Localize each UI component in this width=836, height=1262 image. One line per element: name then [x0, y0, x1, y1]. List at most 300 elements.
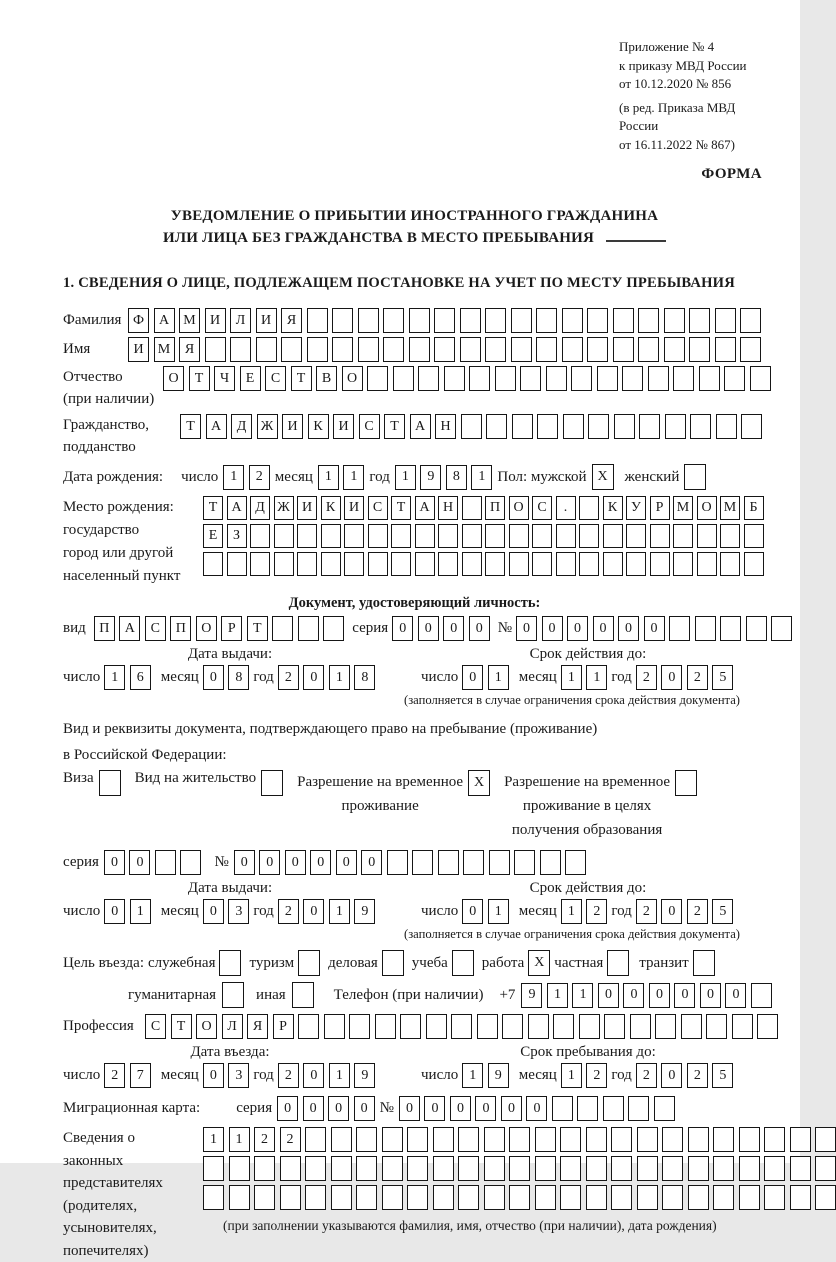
char-cell[interactable]: [740, 337, 761, 362]
char-cell[interactable]: [382, 1156, 403, 1181]
char-cell[interactable]: С: [368, 496, 388, 520]
char-cell[interactable]: [751, 983, 772, 1008]
char-cell[interactable]: [256, 337, 277, 362]
char-cell[interactable]: [514, 850, 535, 875]
char-cell[interactable]: 0: [593, 616, 614, 641]
char-cell[interactable]: 0: [285, 850, 306, 875]
char-cell[interactable]: [673, 524, 693, 548]
char-cell[interactable]: [274, 552, 294, 576]
char-cell[interactable]: [477, 1014, 498, 1039]
char-cell[interactable]: О: [196, 1014, 217, 1039]
char-cell[interactable]: Я: [247, 1014, 268, 1039]
char-cell[interactable]: [458, 1185, 479, 1210]
char-cell[interactable]: [520, 366, 541, 391]
char-cell[interactable]: [697, 524, 717, 548]
char-cell[interactable]: [532, 524, 552, 548]
char-cell[interactable]: [675, 770, 697, 796]
char-cell[interactable]: [509, 552, 529, 576]
char-cell[interactable]: С: [145, 1014, 166, 1039]
char-cell[interactable]: [412, 850, 433, 875]
char-cell[interactable]: 2: [254, 1127, 275, 1152]
char-cell[interactable]: [462, 496, 482, 520]
char-cell[interactable]: [382, 1185, 403, 1210]
char-cell[interactable]: 3: [228, 1063, 249, 1088]
char-cell[interactable]: А: [119, 616, 140, 641]
char-cell[interactable]: [597, 366, 618, 391]
char-cell[interactable]: 2: [278, 899, 299, 924]
char-cell[interactable]: С: [145, 616, 166, 641]
char-cell[interactable]: [579, 1014, 600, 1039]
char-cell[interactable]: [746, 616, 767, 641]
char-cell[interactable]: П: [485, 496, 505, 520]
char-cell[interactable]: 0: [674, 983, 695, 1008]
char-cell[interactable]: 1: [130, 899, 151, 924]
char-cell[interactable]: [669, 616, 690, 641]
char-cell[interactable]: 2: [278, 665, 299, 690]
char-cell[interactable]: Т: [247, 616, 268, 641]
char-cell[interactable]: В: [316, 366, 337, 391]
char-cell[interactable]: [655, 1014, 676, 1039]
char-cell[interactable]: [689, 337, 710, 362]
char-cell[interactable]: [451, 1014, 472, 1039]
char-cell[interactable]: 2: [636, 1063, 657, 1088]
char-cell[interactable]: [452, 950, 474, 976]
char-cell[interactable]: [484, 1156, 505, 1181]
char-cell[interactable]: [673, 366, 694, 391]
char-cell[interactable]: 7: [130, 1063, 151, 1088]
char-cell[interactable]: [407, 1156, 428, 1181]
char-cell[interactable]: [603, 524, 623, 548]
char-cell[interactable]: [356, 1127, 377, 1152]
char-cell[interactable]: [764, 1185, 785, 1210]
char-cell[interactable]: 0: [336, 850, 357, 875]
char-cell[interactable]: П: [94, 616, 115, 641]
char-cell[interactable]: А: [154, 308, 175, 333]
char-cell[interactable]: О: [163, 366, 184, 391]
char-cell[interactable]: 2: [586, 899, 607, 924]
char-cell[interactable]: 9: [521, 983, 542, 1008]
char-cell[interactable]: .: [556, 496, 576, 520]
char-cell[interactable]: М: [673, 496, 693, 520]
char-cell[interactable]: 0: [129, 850, 150, 875]
char-cell[interactable]: [536, 337, 557, 362]
char-cell[interactable]: [485, 552, 505, 576]
char-cell[interactable]: [495, 366, 516, 391]
char-cell[interactable]: [565, 850, 586, 875]
char-cell[interactable]: 9: [354, 899, 375, 924]
char-cell[interactable]: [321, 524, 341, 548]
char-cell[interactable]: [587, 337, 608, 362]
char-cell[interactable]: [562, 308, 583, 333]
char-cell[interactable]: [356, 1156, 377, 1181]
char-cell[interactable]: 1: [203, 1127, 224, 1152]
char-cell[interactable]: [489, 850, 510, 875]
char-cell[interactable]: 1: [223, 465, 244, 490]
char-cell[interactable]: Н: [438, 496, 458, 520]
char-cell[interactable]: [560, 1127, 581, 1152]
char-cell[interactable]: К: [321, 496, 341, 520]
char-cell[interactable]: [637, 1127, 658, 1152]
char-cell[interactable]: [604, 1014, 625, 1039]
char-cell[interactable]: [673, 552, 693, 576]
char-cell[interactable]: [715, 308, 736, 333]
char-cell[interactable]: 1: [329, 899, 350, 924]
char-cell[interactable]: 1: [488, 665, 509, 690]
char-cell[interactable]: [628, 1096, 649, 1121]
char-cell[interactable]: 0: [361, 850, 382, 875]
char-cell[interactable]: [664, 337, 685, 362]
char-cell[interactable]: З: [227, 524, 247, 548]
char-cell[interactable]: [535, 1156, 556, 1181]
char-cell[interactable]: [261, 770, 283, 796]
char-cell[interactable]: [744, 524, 764, 548]
char-cell[interactable]: Т: [391, 496, 411, 520]
char-cell[interactable]: 2: [280, 1127, 301, 1152]
char-cell[interactable]: Я: [281, 308, 302, 333]
char-cell[interactable]: [614, 414, 635, 439]
char-cell[interactable]: 0: [644, 616, 665, 641]
char-cell[interactable]: [695, 616, 716, 641]
char-cell[interactable]: [613, 337, 634, 362]
char-cell[interactable]: [626, 552, 646, 576]
char-cell[interactable]: [298, 1014, 319, 1039]
char-cell[interactable]: [613, 308, 634, 333]
char-cell[interactable]: [418, 366, 439, 391]
char-cell[interactable]: 0: [501, 1096, 522, 1121]
char-cell[interactable]: 0: [303, 899, 324, 924]
char-cell[interactable]: [697, 552, 717, 576]
char-cell[interactable]: [588, 414, 609, 439]
char-cell[interactable]: 0: [354, 1096, 375, 1121]
char-cell[interactable]: [99, 770, 121, 796]
char-cell[interactable]: 0: [462, 665, 483, 690]
char-cell[interactable]: 1: [229, 1127, 250, 1152]
char-cell[interactable]: [486, 414, 507, 439]
char-cell[interactable]: [560, 1185, 581, 1210]
char-cell[interactable]: [577, 1096, 598, 1121]
char-cell[interactable]: [739, 1185, 760, 1210]
char-cell[interactable]: [741, 414, 762, 439]
char-cell[interactable]: 0: [104, 850, 125, 875]
char-cell[interactable]: X: [468, 770, 490, 796]
char-cell[interactable]: 1: [104, 665, 125, 690]
char-cell[interactable]: [383, 337, 404, 362]
char-cell[interactable]: [528, 1014, 549, 1039]
char-cell[interactable]: [332, 337, 353, 362]
char-cell[interactable]: Е: [240, 366, 261, 391]
char-cell[interactable]: 0: [392, 616, 413, 641]
char-cell[interactable]: [744, 552, 764, 576]
char-cell[interactable]: 0: [700, 983, 721, 1008]
char-cell[interactable]: 9: [420, 465, 441, 490]
char-cell[interactable]: [205, 337, 226, 362]
char-cell[interactable]: [323, 616, 344, 641]
char-cell[interactable]: И: [344, 496, 364, 520]
char-cell[interactable]: И: [282, 414, 303, 439]
char-cell[interactable]: [458, 1156, 479, 1181]
char-cell[interactable]: 8: [354, 665, 375, 690]
char-cell[interactable]: [556, 552, 576, 576]
char-cell[interactable]: Т: [189, 366, 210, 391]
char-cell[interactable]: [509, 1127, 530, 1152]
char-cell[interactable]: [485, 337, 506, 362]
char-cell[interactable]: [511, 337, 532, 362]
char-cell[interactable]: [693, 950, 715, 976]
char-cell[interactable]: [485, 308, 506, 333]
char-cell[interactable]: [391, 524, 411, 548]
char-cell[interactable]: [650, 524, 670, 548]
char-cell[interactable]: [713, 1156, 734, 1181]
char-cell[interactable]: [662, 1127, 683, 1152]
char-cell[interactable]: Р: [650, 496, 670, 520]
char-cell[interactable]: 1: [395, 465, 416, 490]
char-cell[interactable]: Т: [384, 414, 405, 439]
char-cell[interactable]: 2: [636, 665, 657, 690]
char-cell[interactable]: [407, 1185, 428, 1210]
char-cell[interactable]: [254, 1156, 275, 1181]
char-cell[interactable]: X: [592, 464, 614, 490]
char-cell[interactable]: 0: [475, 1096, 496, 1121]
char-cell[interactable]: Ж: [274, 496, 294, 520]
char-cell[interactable]: [368, 524, 388, 548]
char-cell[interactable]: 0: [450, 1096, 471, 1121]
char-cell[interactable]: [358, 337, 379, 362]
char-cell[interactable]: [637, 1185, 658, 1210]
char-cell[interactable]: [367, 366, 388, 391]
char-cell[interactable]: [155, 850, 176, 875]
char-cell[interactable]: [715, 337, 736, 362]
char-cell[interactable]: [280, 1156, 301, 1181]
char-cell[interactable]: А: [206, 414, 227, 439]
char-cell[interactable]: [706, 1014, 727, 1039]
char-cell[interactable]: [764, 1156, 785, 1181]
char-cell[interactable]: [462, 524, 482, 548]
char-cell[interactable]: 0: [303, 1096, 324, 1121]
char-cell[interactable]: [586, 1127, 607, 1152]
char-cell[interactable]: [297, 524, 317, 548]
char-cell[interactable]: [607, 950, 629, 976]
char-cell[interactable]: [463, 850, 484, 875]
char-cell[interactable]: [469, 366, 490, 391]
char-cell[interactable]: [688, 1127, 709, 1152]
char-cell[interactable]: Д: [250, 496, 270, 520]
char-cell[interactable]: И: [297, 496, 317, 520]
char-cell[interactable]: [229, 1156, 250, 1181]
char-cell[interactable]: Ж: [257, 414, 278, 439]
char-cell[interactable]: 0: [618, 616, 639, 641]
char-cell[interactable]: 0: [469, 616, 490, 641]
char-cell[interactable]: [324, 1014, 345, 1039]
char-cell[interactable]: [509, 1156, 530, 1181]
char-cell[interactable]: [433, 1127, 454, 1152]
char-cell[interactable]: 0: [725, 983, 746, 1008]
char-cell[interactable]: [771, 616, 792, 641]
char-cell[interactable]: [637, 1156, 658, 1181]
char-cell[interactable]: [305, 1185, 326, 1210]
char-cell[interactable]: [757, 1014, 778, 1039]
char-cell[interactable]: 1: [471, 465, 492, 490]
char-cell[interactable]: Р: [221, 616, 242, 641]
char-cell[interactable]: [180, 850, 201, 875]
char-cell[interactable]: М: [154, 337, 175, 362]
char-cell[interactable]: 0: [277, 1096, 298, 1121]
char-cell[interactable]: 2: [687, 899, 708, 924]
char-cell[interactable]: [250, 552, 270, 576]
char-cell[interactable]: К: [603, 496, 623, 520]
char-cell[interactable]: 9: [488, 1063, 509, 1088]
char-cell[interactable]: [562, 337, 583, 362]
char-cell[interactable]: [537, 414, 558, 439]
char-cell[interactable]: [560, 1156, 581, 1181]
char-cell[interactable]: [546, 366, 567, 391]
char-cell[interactable]: [331, 1127, 352, 1152]
char-cell[interactable]: 1: [586, 665, 607, 690]
char-cell[interactable]: 0: [424, 1096, 445, 1121]
char-cell[interactable]: [699, 366, 720, 391]
char-cell[interactable]: 0: [203, 899, 224, 924]
char-cell[interactable]: [790, 1185, 811, 1210]
char-cell[interactable]: [438, 524, 458, 548]
char-cell[interactable]: [720, 552, 740, 576]
char-cell[interactable]: [662, 1156, 683, 1181]
char-cell[interactable]: 0: [303, 1063, 324, 1088]
char-cell[interactable]: [764, 1127, 785, 1152]
char-cell[interactable]: [579, 552, 599, 576]
char-cell[interactable]: [292, 982, 314, 1008]
char-cell[interactable]: 2: [249, 465, 270, 490]
char-cell[interactable]: Р: [273, 1014, 294, 1039]
char-cell[interactable]: 0: [443, 616, 464, 641]
char-cell[interactable]: К: [308, 414, 329, 439]
char-cell[interactable]: [556, 524, 576, 548]
char-cell[interactable]: 8: [228, 665, 249, 690]
char-cell[interactable]: [203, 1156, 224, 1181]
char-cell[interactable]: [650, 552, 670, 576]
char-cell[interactable]: 2: [687, 1063, 708, 1088]
char-cell[interactable]: [713, 1185, 734, 1210]
char-cell[interactable]: [298, 616, 319, 641]
char-cell[interactable]: [654, 1096, 675, 1121]
char-cell[interactable]: 0: [567, 616, 588, 641]
char-cell[interactable]: [250, 524, 270, 548]
char-cell[interactable]: [307, 337, 328, 362]
char-cell[interactable]: [790, 1127, 811, 1152]
char-cell[interactable]: [356, 1185, 377, 1210]
char-cell[interactable]: [732, 1014, 753, 1039]
char-cell[interactable]: [648, 366, 669, 391]
char-cell[interactable]: [571, 366, 592, 391]
char-cell[interactable]: [434, 337, 455, 362]
char-cell[interactable]: Т: [291, 366, 312, 391]
char-cell[interactable]: [219, 950, 241, 976]
char-cell[interactable]: [532, 552, 552, 576]
char-cell[interactable]: 6: [130, 665, 151, 690]
char-cell[interactable]: 9: [354, 1063, 375, 1088]
char-cell[interactable]: [203, 1185, 224, 1210]
char-cell[interactable]: 0: [462, 899, 483, 924]
char-cell[interactable]: 0: [661, 899, 682, 924]
char-cell[interactable]: [665, 414, 686, 439]
char-cell[interactable]: И: [205, 308, 226, 333]
char-cell[interactable]: 0: [623, 983, 644, 1008]
char-cell[interactable]: [815, 1127, 836, 1152]
char-cell[interactable]: [611, 1185, 632, 1210]
char-cell[interactable]: 1: [462, 1063, 483, 1088]
char-cell[interactable]: Ф: [128, 308, 149, 333]
char-cell[interactable]: [603, 1096, 624, 1121]
char-cell[interactable]: [254, 1185, 275, 1210]
char-cell[interactable]: М: [720, 496, 740, 520]
char-cell[interactable]: [611, 1127, 632, 1152]
char-cell[interactable]: [509, 1185, 530, 1210]
char-cell[interactable]: [484, 1127, 505, 1152]
char-cell[interactable]: [458, 1127, 479, 1152]
char-cell[interactable]: [638, 337, 659, 362]
char-cell[interactable]: И: [128, 337, 149, 362]
char-cell[interactable]: [611, 1156, 632, 1181]
char-cell[interactable]: [690, 414, 711, 439]
char-cell[interactable]: [415, 524, 435, 548]
char-cell[interactable]: [321, 552, 341, 576]
char-cell[interactable]: [536, 308, 557, 333]
char-cell[interactable]: [563, 414, 584, 439]
char-cell[interactable]: Б: [744, 496, 764, 520]
char-cell[interactable]: 1: [318, 465, 339, 490]
char-cell[interactable]: 0: [526, 1096, 547, 1121]
char-cell[interactable]: 2: [278, 1063, 299, 1088]
char-cell[interactable]: И: [256, 308, 277, 333]
char-cell[interactable]: [444, 366, 465, 391]
char-cell[interactable]: [375, 1014, 396, 1039]
char-cell[interactable]: [461, 414, 482, 439]
char-cell[interactable]: [438, 552, 458, 576]
char-cell[interactable]: [626, 524, 646, 548]
char-cell[interactable]: С: [359, 414, 380, 439]
char-cell[interactable]: [681, 1014, 702, 1039]
char-cell[interactable]: [387, 850, 408, 875]
char-cell[interactable]: [587, 308, 608, 333]
char-cell[interactable]: [511, 308, 532, 333]
char-cell[interactable]: [720, 524, 740, 548]
char-cell[interactable]: 0: [542, 616, 563, 641]
char-cell[interactable]: 0: [516, 616, 537, 641]
char-cell[interactable]: [272, 616, 293, 641]
char-cell[interactable]: [332, 308, 353, 333]
char-cell[interactable]: [622, 366, 643, 391]
char-cell[interactable]: [305, 1127, 326, 1152]
char-cell[interactable]: Ч: [214, 366, 235, 391]
char-cell[interactable]: [409, 308, 430, 333]
char-cell[interactable]: Л: [230, 308, 251, 333]
char-cell[interactable]: [383, 308, 404, 333]
char-cell[interactable]: 1: [572, 983, 593, 1008]
char-cell[interactable]: [400, 1014, 421, 1039]
char-cell[interactable]: 2: [687, 665, 708, 690]
char-cell[interactable]: 0: [234, 850, 255, 875]
char-cell[interactable]: Н: [435, 414, 456, 439]
char-cell[interactable]: А: [410, 414, 431, 439]
char-cell[interactable]: [485, 524, 505, 548]
char-cell[interactable]: [739, 1127, 760, 1152]
char-cell[interactable]: 0: [418, 616, 439, 641]
char-cell[interactable]: 1: [547, 983, 568, 1008]
char-cell[interactable]: Т: [180, 414, 201, 439]
char-cell[interactable]: [716, 414, 737, 439]
char-cell[interactable]: [579, 524, 599, 548]
char-cell[interactable]: 0: [310, 850, 331, 875]
char-cell[interactable]: 2: [586, 1063, 607, 1088]
char-cell[interactable]: [815, 1156, 836, 1181]
